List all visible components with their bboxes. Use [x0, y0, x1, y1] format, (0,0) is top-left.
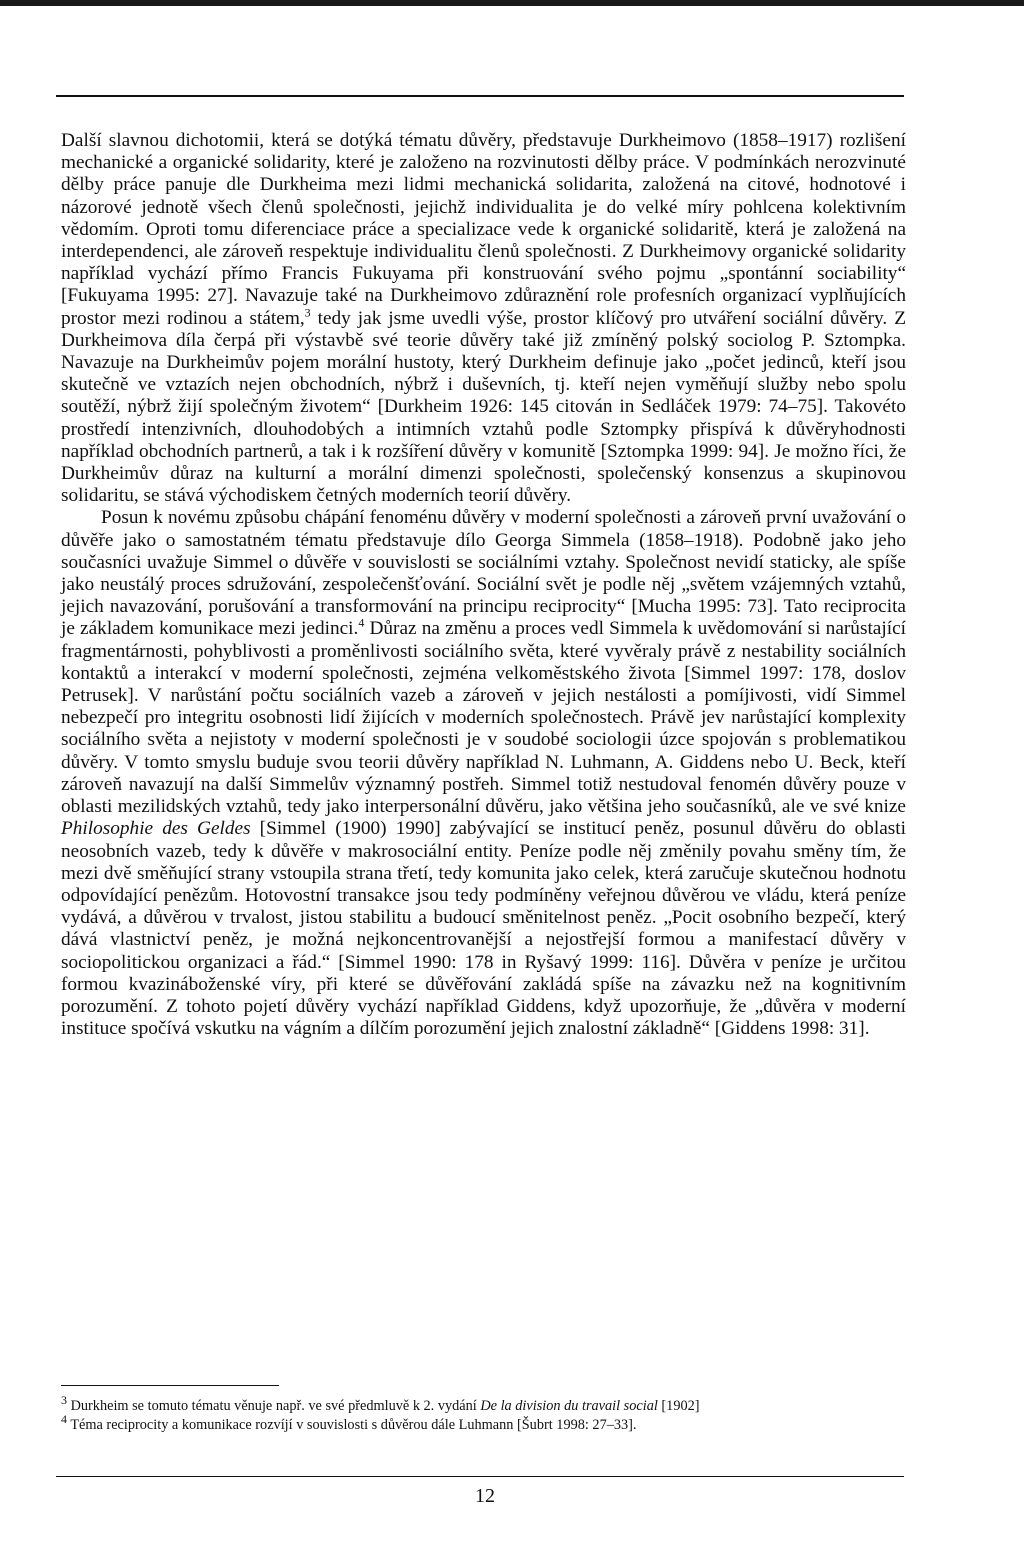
footer-rule: [56, 1476, 904, 1477]
paragraph-durkheim: [61, 130, 906, 507]
paragraph-text: Posun k novému způsobu chápání fenoménu důvěry v moderní společnosti a zároveň první uvažování o důvěře jako o samostatném tématu představuje dílo Georga Simmela (1858–1918). Podobně jako jeho současníci uvažuje Simmel o důvěře v souvislosti se sociálními vztahy. Společnost nevidí staticky, ale spíše jako neustálý proces sdružování, zespolečenšťování. Sociální svět je podle něj „světem vzájemných vztahů, jejich navazování, porušování a transformování na principu reciprocity“ [Mucha 1995: 73]. Tato reciprocita je základem komunikace mezi jedinci.: [61, 507, 906, 640]
footnote-text: Téma reciprocity a komunikace rozvíjí v souvislosti s důvěrou dále Luhmann [Šubrt 1998: 27–33].: [67, 1417, 637, 1433]
footnote-number: 4: [61, 1412, 67, 1427]
paragraph-text: Důraz na změnu a proces vedl Simmela k uvědomování si narůstající fragmentárnosti, pohyblivosti a proměnlivosti sociálního světa, které vyvěraly právě z nestability sociálních kontaktů a interakcí v moderní společnosti, zejména velkoměstského života [Simmel 1997: 178, doslov Petrusek]. V narůstání počtu sociálních vazeb a zároveň v jejich nestálosti a pomíjivosti, vidí Simmel nebezpečí pro integritu osobnosti lidí žijících v moderních společnostech. Právě jev narůstající komplexity sociálního světa a nejistoty v moderní společnosti je v soudobé sociologii úzce spojován s problematikou důvěry. V tomto smyslu buduje svou teorii důvěry například N. Luhmann, A. Giddens nebo U. Beck, kteří zároveň navazují na další Simmelův významný postřeh. Simmel totiž nestudoval fenomén důvěry pouze v oblasti mezilidských vztahů, tedy jako interpersonální důvěru, jako většina jeho současníků, ale ve své knize: [61, 618, 906, 818]
footnote-ref-3[interactable]: 3: [304, 305, 311, 320]
scan-top-edge: [0, 0, 1024, 6]
paragraph-text: [Simmel (1900) 1990] zabývající se institucí peněz, posunul důvěru do oblasti neosobních vazeb, tedy k důvěře v makrosociální entity. Peníze podle něj změnily povahu směny tím, že mezi dvě směňující strany vstoupila strana třetí, tedy komunita jako celek, která zaručuje skutečnou hodnotu odpovídající penězům. Hotovostní transakce jsou tedy podmíněny veřejnou důvěrou ve vládu, která peníze vydává, a důvěrou v trvalost, jistou stabilitu a budoucí směnitelnost peněz. „Pocit osobního bezpečí, který dává vlastnictví peněz, je možná nejkoncentrovanější a nejostřejší formou a manifestací důvěry v sociopolitickou organizaci a řád.“ [Simmel 1990: 178 in Ryšavý 1999: 116]. Důvěra v peníze je určitou formou kvazináboženské víry, při které se důvěřování zakládá spíše na závazku než na kognitivním porozumění. Z tohoto pojetí důvěry vychází například Giddens, když upozorňuje, že „důvěra v moderní instituce spočívá vskutku na vágním a dílčím porozumění jejich znalostní základně“ [Giddens 1998: 31].: [61, 818, 907, 1040]
footnote-text: Durkheim se tomuto tématu věnuje např. ve své předmluvě k 2. vydání: [67, 1398, 481, 1414]
paragraph-text: tedy jak jsme uvedli výše, prostor klíčový pro utváření sociální důvěry. Z Durkheimova díla čerpá při výstavbě své teorie důvěry také již zmíněný polský sociolog P. Sztompka. Navazuje na Durkheimův pojem morální hustoty, který Durkheim definuje jako „počet jedinců, kteří jsou skutečně ve vztazích nejen obchodních, nýbrž i duševních, tj. kteří nejen vyměňují služby nebo spolu soutěží, nýbrž žijí společným životem“ [Durkheim 1926: 145 citován in Sedláček 1979: 74–75]. Takovéto prostředí intenzivních, dlouhodobých a intimních vztahů podle Sztompky přispívá k důvěryhodnosti například obchodních partnerů, a tak i k rozšíření důvěry v komunitě [Sztompka 1999: 94]. Je možno říci, že Durkheimův důraz na kulturní a morální dimenzi společnosti, společenský konsenzus a skupinovou solidaritu, se stává východiskem četných moderních teorií důvěry.: [61, 307, 906, 507]
page-number: 12: [475, 1485, 495, 1507]
footnote-book-title: De la division du travail social: [480, 1398, 658, 1414]
body-text: [61, 130, 906, 1040]
footnote-ref-4[interactable]: 4: [358, 616, 365, 631]
footnote-4: [61, 1412, 906, 1435]
paragraph-text: Další slavnou dichotomii, která se dotýká tématu důvěry, představuje Durkheimovo (1858–1917) rozlišení mechanické a organické solidarity, které je založeno na rozvinutosti dělby práce. V podmínkách nerozvinuté dělby práce panuje dle Durkheima mezi lidmi mechanická solidarita, založená na citové, hodnotové i názorové jednotě všech členů společnosti, jejichž individualita je do velké míry pohlcena kolektivním vědomím. Oproti tomu diferenciace práce a specializace vede k organické solidaritě, která je založená na interdependenci, ale zároveň respektuje individualitu členů společnosti. Z Durkheimovy organické solidarity například vychází přímo Francis Fukuyama při konstruování svého pojmu „spontánní sociability“ [Fukuyama 1995: 27]. Navazuje také na Durkheimovo zdůraznění role profesních organizací vyplňujících prostor mezi rodinou a státem,: [61, 130, 906, 329]
header-rule: [56, 95, 904, 97]
paragraph-simmel: [61, 507, 906, 1040]
footnotes: [61, 1393, 906, 1435]
book-title: Philosophie des Geldes: [61, 818, 251, 840]
footnote-separator: [61, 1385, 279, 1386]
footnote-3: [61, 1393, 906, 1416]
footnote-text: [1902]: [657, 1398, 700, 1414]
footnote-number: 3: [61, 1393, 67, 1408]
